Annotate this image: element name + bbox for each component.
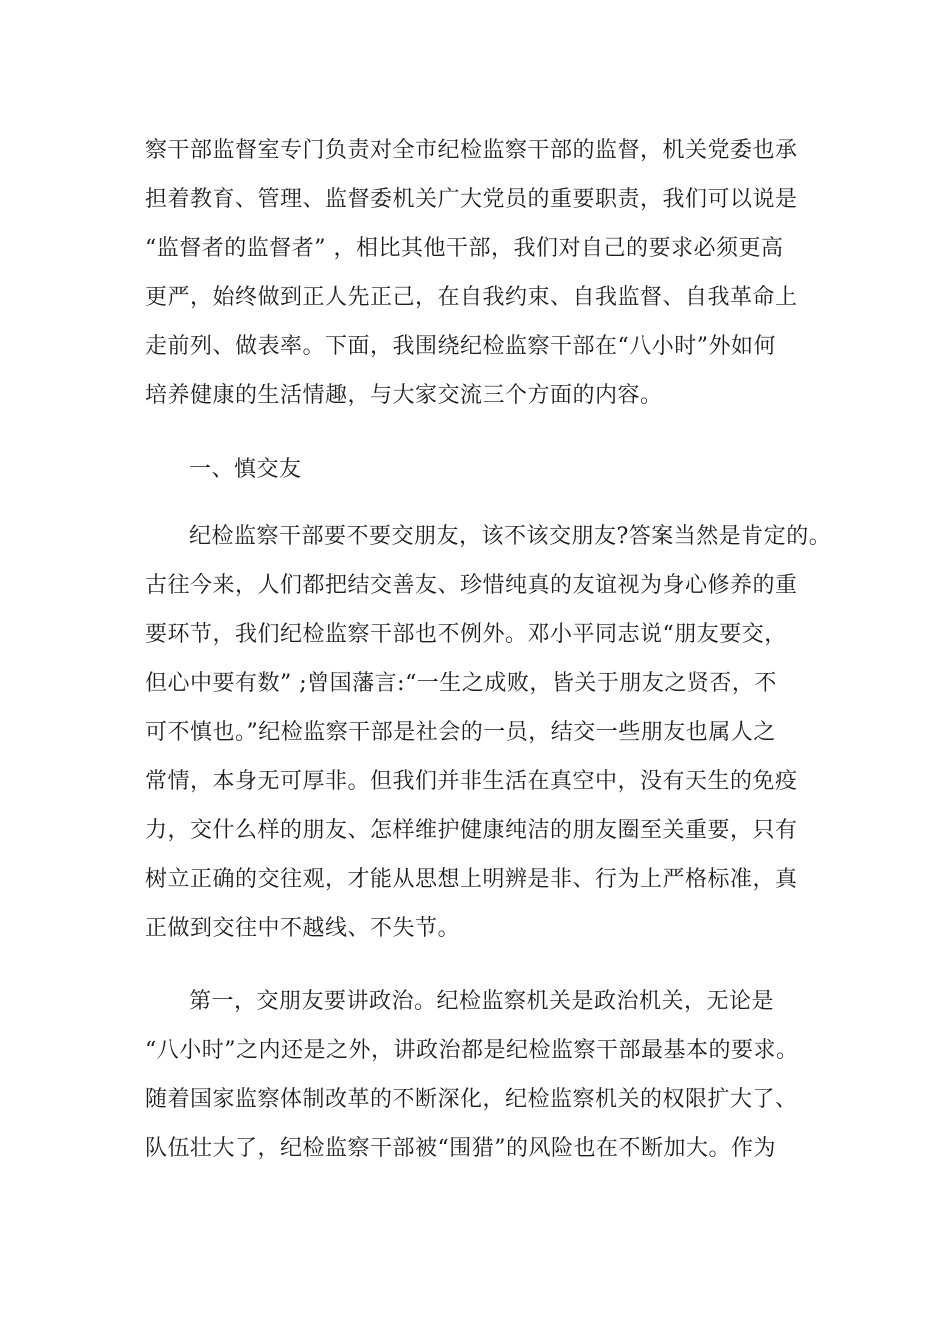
para2-line-2: “八小时”之内还是之外，讲政治都是纪检监察干部最基本的要求。 xyxy=(145,1038,799,1063)
para1-line-3: 要环节，我们纪检监察干部也不例外。邓小平同志说“朋友要交， xyxy=(145,622,787,647)
para2-line-4: 队伍壮大了，纪检监察干部被“围猎”的风险也在不断加大。作为 xyxy=(145,1136,776,1161)
para2-line-3: 随着国家监察体制改革的不断深化，纪检监察机关的权限扩大了、 xyxy=(145,1087,798,1112)
para2-line-1: 第一，交朋友要讲政治。纪检监察机关是政治机关，无论是 xyxy=(189,989,775,1014)
para1-line-7: 力，交什么样的朋友、怎样维护健康纯洁的朋友圈至关重要，只有 xyxy=(145,818,798,843)
para1-line-8: 树立正确的交往观，才能从思想上明辨是非、行为上严格标准，真 xyxy=(145,867,798,892)
para1-line-4: 但心中要有数” ;曾国藩言:“一生之成败，皆关于朋友之贤否，不 xyxy=(145,671,777,696)
intro-line-1: 察干部监督室专门负责对全市纪检监察干部的监督，机关党委也承 xyxy=(145,138,798,163)
intro-line-6: 培养健康的生活情趣，与大家交流三个方面的内容。 xyxy=(145,383,663,408)
para1-line-6: 常情，本身无可厚非。但我们并非生活在真空中，没有天生的免疫 xyxy=(145,769,798,794)
intro-line-3: “监督者的监督者” ，相比其他干部，我们对自己的要求必须更高 xyxy=(145,236,784,261)
para1-line-5: 可不慎也。”纪检监察干部是社会的一员，结交一些朋友也属人之 xyxy=(145,720,776,745)
intro-line-5: 走前列、做表率。下面，我围绕纪检监察干部在“八小时”外如何 xyxy=(145,334,776,359)
para1-line-9: 正做到交往中不越线、不失节。 xyxy=(145,916,461,941)
para1-line-1: 纪检监察干部要不要交朋友，该不该交朋友?答案当然是肯定的。 xyxy=(189,524,832,549)
section-heading: 一、慎交友 xyxy=(189,457,302,482)
para1-line-2: 古往今来，人们都把结交善友、珍惜纯真的友谊视为身心修养的重 xyxy=(145,573,798,598)
intro-line-4: 更严，始终做到正人先正己，在自我约束、自我监督、自我革命上 xyxy=(145,285,798,310)
intro-line-2: 担着教育、管理、监督委机关广大党员的重要职责，我们可以说是 xyxy=(145,187,798,212)
